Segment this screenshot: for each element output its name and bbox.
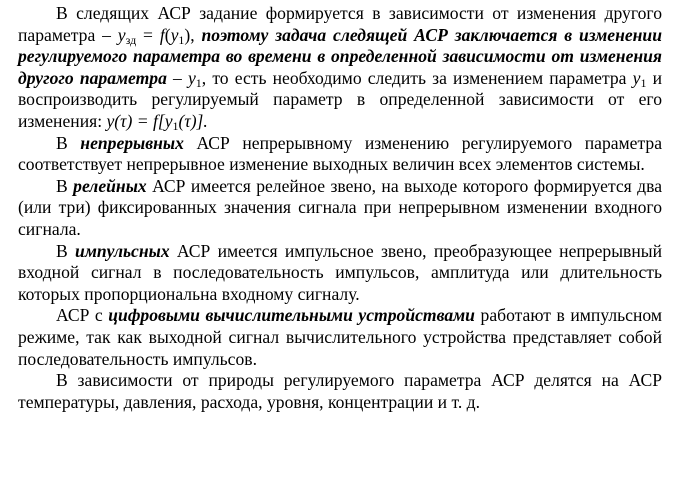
- math-op: (: [164, 24, 171, 45]
- emphasis-text: релейных: [73, 175, 147, 196]
- math-sub: зд: [125, 32, 137, 47]
- text-run: В: [56, 175, 74, 196]
- paragraph-continuous-asr: [18, 133, 662, 176]
- math-var: y: [632, 67, 641, 88]
- math-var: y: [170, 24, 179, 45]
- formula-y1: [633, 68, 647, 88]
- formula-dependency: [107, 111, 208, 131]
- formula-setpoint: [118, 25, 190, 45]
- emphasis-text: непрерывных: [80, 132, 184, 153]
- emphasis-text: поэтому задача следящей АСР заключается в изменении регулируемого параметра во времени в определенной зависимости от изменения другого параметра: [18, 24, 662, 88]
- paragraph-tracking-asr: [18, 3, 662, 133]
- math-sub: 1: [640, 75, 647, 90]
- paragraph-pulse-asr: [18, 241, 662, 306]
- math-op: ): [184, 24, 191, 45]
- emphasis-text: импульсных: [75, 240, 170, 261]
- text-run: –: [166, 67, 188, 88]
- math-var: y: [187, 67, 196, 88]
- math-var: y: [164, 110, 173, 131]
- paragraph-digital-asr: [18, 305, 662, 370]
- text-run: , то есть необходимо следить за изменением параметра: [201, 67, 633, 88]
- math-var: y: [117, 24, 126, 45]
- paragraph-relay-asr: [18, 176, 662, 241]
- math-var: f: [159, 24, 165, 45]
- text-run: В: [56, 240, 76, 261]
- text-run: работают в импульсном режиме, так как выходной сигнал вычислительного устройства представляет собой последовательность импульсов.: [18, 305, 662, 369]
- text-run: В зависимости от природы регулируемого параметра АСР делятся на АСР температуры, давления, расхода, уровня, концентрации и т. д.: [18, 370, 662, 412]
- formula-y1: [188, 68, 202, 88]
- paragraph-asr-classification: [18, 370, 662, 413]
- math-expr: (τ)].: [178, 110, 208, 131]
- document-page: [18, 3, 662, 413]
- text-run: АСР с: [56, 305, 109, 326]
- text-run: АСР непрерывному изменению регулируемого параметра соответствует непрерывное изменение выходных величин всех элементов системы.: [18, 132, 663, 175]
- math-op: =: [136, 24, 160, 45]
- text-run: В следящих АСР задание формируется в зависимости от изменения другого параметра –: [18, 3, 662, 45]
- emphasis-text: цифровыми вычислительными устройствами: [108, 305, 475, 326]
- text-run: АСР имеется импульсное звено, преобразующее непрерывный входной сигнал в последовательность импульсов, амплитуда или длительность которых пропорциональна входному сигналу.: [18, 240, 662, 304]
- math-sub: 1: [195, 75, 202, 90]
- math-sub: 1: [172, 118, 179, 133]
- text-run: В: [56, 132, 81, 153]
- math-sub: 1: [178, 32, 185, 47]
- text-run: и воспроизводить регулируемый параметр в определенной зависимости от его изменения:: [18, 67, 662, 131]
- math-expr: y(τ) = f[: [106, 110, 165, 131]
- text-run: АСР имеется релейное звено, на выходе которого формируется два (или три) фиксированных значения сигнала при непрерывном изменении входного сигнала.: [18, 175, 662, 239]
- text-run: ,: [190, 24, 202, 45]
